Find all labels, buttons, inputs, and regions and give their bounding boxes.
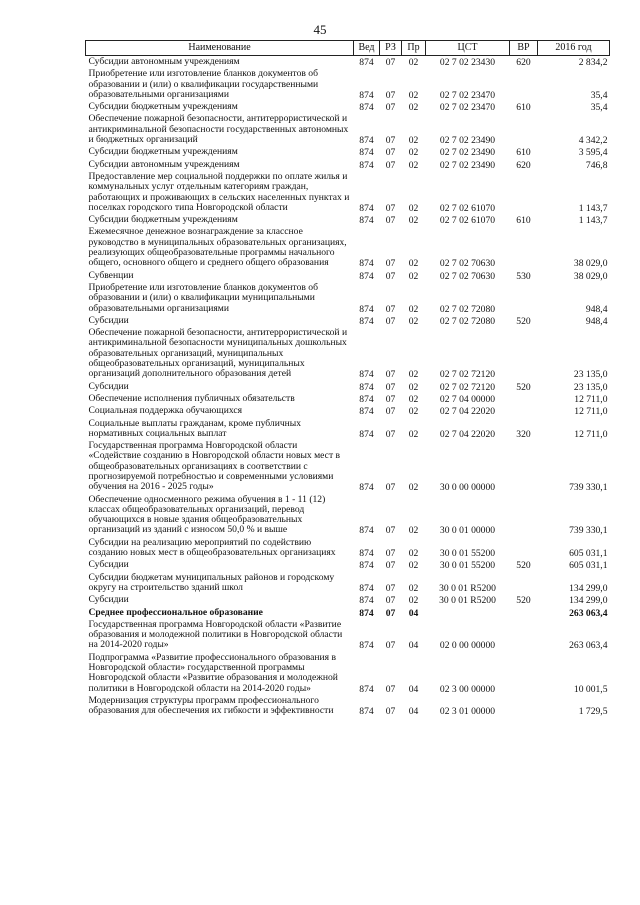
row-cst: 30 0 01 R5200 bbox=[439, 582, 496, 594]
row-vr: 610 bbox=[516, 147, 531, 159]
row-ved: 874 bbox=[359, 57, 374, 68]
row-ved: 874 bbox=[359, 258, 374, 270]
row-rz: 07 bbox=[385, 147, 396, 159]
row-cst: 02 7 04 22020 bbox=[439, 406, 496, 418]
row-name: Субсидии бюджетным учреждениям bbox=[88, 214, 238, 226]
row-rz: 07 bbox=[385, 315, 396, 327]
table-row bbox=[86, 537, 610, 560]
row-ved: 874 bbox=[359, 706, 374, 718]
row-name: Субсидии bbox=[88, 380, 129, 392]
row-vr: 530 bbox=[516, 270, 531, 282]
row-pr: 02 bbox=[408, 270, 419, 282]
row-name: Государственная программа Новгородской области «Содействие созданию в Новгородской области новых мест в общеобразовательных организациях в соответствии с прогнозируемой потребностью и современными условиями обучения на 2016 - 2025 годы» bbox=[88, 440, 341, 493]
row-cst: 02 7 02 23470 bbox=[439, 102, 496, 114]
row-name: Социальные выплаты гражданам, кроме публичных нормативных социальных выплат bbox=[88, 417, 302, 439]
row-vr: 620 bbox=[516, 57, 531, 68]
row-pr: 02 bbox=[408, 215, 419, 227]
header-vr: ВР bbox=[510, 41, 538, 56]
row-name: Модернизация структуры программ профессионального образования для обеспечения их гибкости и эффективности bbox=[88, 694, 334, 717]
row-ved: 874 bbox=[359, 393, 374, 405]
budget-table bbox=[85, 40, 610, 718]
row-rz: 07 bbox=[385, 706, 396, 718]
row-pr: 02 bbox=[408, 315, 419, 327]
row-name: Обеспечение пожарной безопасности, антитеррористической и антикриминальной безопасности государственных автономных и бюджетных организаций bbox=[88, 113, 349, 146]
row-cst: 02 7 02 70630 bbox=[439, 258, 496, 270]
header-ved: Вед bbox=[354, 41, 380, 56]
row-rz: 07 bbox=[385, 270, 396, 282]
row-rz: 07 bbox=[385, 215, 396, 227]
row-pr: 02 bbox=[408, 258, 419, 270]
table-row bbox=[86, 559, 610, 571]
row-cst: 02 7 02 72120 bbox=[439, 369, 496, 381]
row-rz: 07 bbox=[385, 89, 396, 101]
row-name: Социальная поддержка обучающихся bbox=[88, 405, 243, 417]
row-ved: 874 bbox=[359, 560, 374, 572]
row-ved: 874 bbox=[359, 135, 374, 147]
row-pr: 04 bbox=[408, 706, 419, 718]
row-name: Субсидии bbox=[88, 559, 129, 571]
row-vr: 610 bbox=[516, 102, 531, 114]
table-row bbox=[86, 381, 610, 393]
row-cst: 02 7 02 23430 bbox=[439, 57, 496, 68]
row-ved: 874 bbox=[359, 147, 374, 159]
table-row bbox=[86, 594, 610, 606]
row-ved: 874 bbox=[359, 89, 374, 101]
table-row bbox=[86, 146, 610, 158]
row-ved: 874 bbox=[359, 406, 374, 418]
row-pr: 02 bbox=[408, 428, 419, 440]
row-ved: 874 bbox=[359, 215, 374, 227]
row-vr bbox=[510, 607, 538, 619]
row-pr: 02 bbox=[408, 582, 419, 594]
row-sum: 739 330,1 bbox=[569, 525, 608, 537]
row-name: Субсидии автономным учреждениям bbox=[88, 56, 240, 67]
row-rz: 07 bbox=[385, 595, 396, 607]
row-ved: 874 bbox=[359, 640, 374, 652]
row-sum: 23 135,0 bbox=[573, 369, 608, 381]
table-row bbox=[86, 405, 610, 417]
row-name: Подпрограмма «Развитие профессионального образования в Новгородской области» государственной программы Новгородской области «Развитие образования и молодежной политики в Новгородской области на 2014-2020 годы» bbox=[88, 651, 338, 694]
row-name: Субсидии bbox=[88, 594, 129, 606]
table-row bbox=[86, 315, 610, 327]
row-pr: 02 bbox=[408, 147, 419, 159]
row-name: Субсидии бюджетным учреждениям bbox=[88, 146, 238, 158]
row-sum: 739 330,1 bbox=[569, 482, 608, 494]
row-name: Субвенции bbox=[88, 269, 134, 281]
table-row bbox=[86, 56, 610, 69]
row-vr bbox=[510, 619, 538, 652]
table-row bbox=[86, 393, 610, 405]
row-name: Приобретение или изготовление бланков документов об образовании и (или) о квалификации муниципальными образовательными организациями bbox=[88, 281, 318, 314]
row-ved: 874 bbox=[359, 381, 374, 393]
row-name: Предоставление мер социальной поддержки по оплате жилья и коммунальных услуг отдельным категориям граждан, работающих и проживающих в сельских населенных пунктах и поселках городского типа Новгородской области bbox=[88, 170, 350, 213]
table-row bbox=[86, 418, 610, 441]
row-vr: 520 bbox=[516, 560, 531, 572]
row-sum: 948,4 bbox=[585, 303, 608, 315]
row-sum: 35,4 bbox=[590, 102, 608, 114]
row-vr bbox=[510, 171, 538, 214]
row-sum: 2 834,2 bbox=[578, 57, 608, 68]
row-rz: 07 bbox=[385, 525, 396, 537]
row-vr bbox=[510, 652, 538, 695]
row-sum: 23 135,0 bbox=[573, 381, 608, 393]
row-sum: 134 299,0 bbox=[569, 595, 608, 607]
row-rz: 07 bbox=[385, 393, 396, 405]
row-name: Обеспечение исполнения публичных обязательств bbox=[88, 392, 295, 404]
header-cst: ЦСТ bbox=[426, 41, 510, 56]
row-cst: 30 0 01 55200 bbox=[439, 560, 496, 572]
row-rz: 07 bbox=[385, 548, 396, 560]
row-pr: 04 bbox=[408, 607, 419, 619]
row-vr: 520 bbox=[516, 315, 531, 327]
row-rz: 07 bbox=[385, 202, 396, 214]
row-ved: 874 bbox=[359, 303, 374, 315]
row-pr: 02 bbox=[408, 406, 419, 418]
row-pr: 02 bbox=[408, 102, 419, 114]
row-vr bbox=[510, 537, 538, 560]
row-sum: 38 029,0 bbox=[573, 270, 608, 282]
row-rz: 07 bbox=[385, 303, 396, 315]
row-vr: 620 bbox=[516, 159, 531, 171]
row-rz: 07 bbox=[385, 406, 396, 418]
row-ved: 874 bbox=[359, 270, 374, 282]
row-vr: 320 bbox=[516, 428, 531, 440]
row-rz: 07 bbox=[385, 640, 396, 652]
row-rz: 07 bbox=[385, 560, 396, 572]
row-sum: 12 711,0 bbox=[574, 428, 608, 440]
row-name: Субсидии бюджетам муниципальных районов и городскому округу на строительство зданий школ bbox=[88, 571, 335, 593]
row-rz: 07 bbox=[385, 607, 396, 619]
row-cst: 30 0 01 55200 bbox=[439, 548, 496, 560]
row-sum: 605 031,1 bbox=[569, 560, 608, 572]
row-sum: 3 595,4 bbox=[578, 147, 608, 159]
row-cst: 02 7 04 22020 bbox=[439, 428, 496, 440]
row-cst: 02 7 02 61070 bbox=[439, 202, 496, 214]
table-row bbox=[86, 68, 610, 101]
row-pr: 02 bbox=[408, 525, 419, 537]
header-rz: РЗ bbox=[380, 41, 402, 56]
row-pr: 02 bbox=[408, 89, 419, 101]
row-vr bbox=[510, 440, 538, 493]
row-pr: 02 bbox=[408, 369, 419, 381]
row-name: Субсидии bbox=[88, 314, 129, 326]
row-vr bbox=[510, 572, 538, 595]
row-vr: 520 bbox=[516, 381, 531, 393]
row-vr: 520 bbox=[516, 595, 531, 607]
row-ved: 874 bbox=[359, 582, 374, 594]
row-rz: 07 bbox=[385, 381, 396, 393]
row-sum: 12 711,0 bbox=[574, 406, 608, 418]
table-row bbox=[86, 327, 610, 380]
row-sum: 12 711,0 bbox=[574, 393, 608, 405]
row-ved: 874 bbox=[359, 683, 374, 695]
table-row bbox=[86, 282, 610, 315]
row-sum: 10 001,5 bbox=[573, 683, 608, 695]
row-vr bbox=[510, 393, 538, 405]
row-ved: 874 bbox=[359, 607, 374, 619]
row-vr bbox=[510, 113, 538, 146]
row-pr: 02 bbox=[408, 548, 419, 560]
row-pr: 02 bbox=[408, 381, 419, 393]
row-pr: 04 bbox=[408, 640, 419, 652]
row-vr bbox=[510, 327, 538, 380]
table-header bbox=[86, 41, 610, 56]
row-sum: 263 063,4 bbox=[569, 607, 608, 619]
row-rz: 07 bbox=[385, 135, 396, 147]
row-sum: 1 729,5 bbox=[578, 706, 608, 718]
row-ved: 874 bbox=[359, 102, 374, 114]
row-vr bbox=[510, 405, 538, 417]
row-vr: 610 bbox=[516, 215, 531, 227]
row-pr: 02 bbox=[408, 393, 419, 405]
row-pr: 04 bbox=[408, 683, 419, 695]
row-vr bbox=[510, 282, 538, 315]
row-name: Субсидии на реализацию мероприятий по содействию созданию новых мест в общеобразовательных организациях bbox=[88, 536, 336, 559]
row-cst bbox=[426, 607, 510, 619]
row-pr: 02 bbox=[408, 202, 419, 214]
row-cst: 02 7 02 61070 bbox=[439, 215, 496, 227]
table-row bbox=[86, 101, 610, 113]
table-row bbox=[86, 619, 610, 652]
row-name: Субсидии бюджетным учреждениям bbox=[88, 101, 238, 113]
row-ved: 874 bbox=[359, 525, 374, 537]
row-pr: 02 bbox=[408, 57, 419, 68]
row-sum: 4 342,2 bbox=[578, 135, 608, 147]
row-cst: 02 7 02 23490 bbox=[439, 147, 496, 159]
row-pr: 02 bbox=[408, 595, 419, 607]
row-pr: 02 bbox=[408, 482, 419, 494]
row-cst: 02 7 02 72080 bbox=[439, 303, 496, 315]
table-row bbox=[86, 652, 610, 695]
row-cst: 02 7 04 00000 bbox=[439, 393, 496, 405]
row-vr bbox=[510, 226, 538, 269]
row-sum: 605 031,1 bbox=[569, 548, 608, 560]
row-ved: 874 bbox=[359, 482, 374, 494]
row-cst: 30 0 01 R5200 bbox=[439, 595, 496, 607]
row-rz: 07 bbox=[385, 428, 396, 440]
row-rz: 07 bbox=[385, 159, 396, 171]
row-rz: 07 bbox=[385, 482, 396, 494]
row-name: Обеспечение односменного режима обучения в 1 - 11 (12) классах общеобразовательных организаций, перевод обучающихся в новые здания общеобразовательных организаций из зданий с износом 50,0 % и выше bbox=[88, 493, 326, 536]
table-row bbox=[86, 440, 610, 493]
row-cst: 02 3 00 00000 bbox=[439, 683, 496, 695]
table-row bbox=[86, 695, 610, 718]
row-rz: 07 bbox=[385, 683, 396, 695]
row-sum: 35,4 bbox=[590, 89, 608, 101]
row-name: Приобретение или изготовление бланков документов об образовании и (или) о квалификации государственными образовательными организациями bbox=[88, 68, 319, 100]
row-pr: 02 bbox=[408, 135, 419, 147]
row-pr: 02 bbox=[408, 159, 419, 171]
row-cst: 02 7 02 23490 bbox=[439, 159, 496, 171]
header-name: Наименование bbox=[86, 41, 354, 56]
page-number: 45 bbox=[313, 22, 327, 37]
row-name: Государственная программа Новгородской области «Развитие образования и молодежной политики в Новгородской области на 2014-2020 годы» bbox=[88, 618, 343, 651]
table-row bbox=[86, 159, 610, 171]
row-cst: 02 3 01 00000 bbox=[439, 706, 496, 718]
row-cst: 02 7 02 72080 bbox=[439, 315, 496, 327]
row-rz: 07 bbox=[385, 258, 396, 270]
table-row bbox=[86, 113, 610, 146]
row-sum: 746,8 bbox=[585, 159, 608, 171]
row-ved: 874 bbox=[359, 315, 374, 327]
row-sum: 134 299,0 bbox=[569, 582, 608, 594]
table-row bbox=[86, 214, 610, 226]
table-row bbox=[86, 607, 610, 619]
row-name: Субсидии автономным учреждениям bbox=[88, 158, 240, 170]
row-name: Ежемесячное денежное вознаграждение за классное руководство в муниципальных образовательных организациях, реализующих общеобразовательные программы начального общего, основного общего и среднего общего образования bbox=[88, 226, 347, 269]
row-vr bbox=[510, 695, 538, 718]
row-sum: 948,4 bbox=[585, 315, 608, 327]
row-name: Среднее профессиональное образование bbox=[88, 606, 263, 618]
table-row bbox=[86, 572, 610, 595]
row-ved: 874 bbox=[359, 202, 374, 214]
table-row bbox=[86, 494, 610, 537]
row-vr bbox=[510, 68, 538, 101]
table-row bbox=[86, 226, 610, 269]
row-cst: 02 7 02 23470 bbox=[439, 89, 496, 101]
row-ved: 874 bbox=[359, 548, 374, 560]
row-name: Обеспечение пожарной безопасности, антитеррористической и антикриминальной безопасности муниципальных дошкольных образовательных организаций, муниципальных общеобразовательных организаций, муниципальных организаций дополнительного образования детей bbox=[88, 327, 348, 380]
table-body bbox=[86, 56, 610, 718]
row-cst: 02 7 02 70630 bbox=[439, 270, 496, 282]
row-sum: 1 143,7 bbox=[578, 202, 608, 214]
row-sum: 1 143,7 bbox=[578, 215, 608, 227]
row-cst: 30 0 01 00000 bbox=[439, 525, 496, 537]
row-ved: 874 bbox=[359, 159, 374, 171]
header-sum: 2016 год bbox=[538, 41, 610, 56]
header-pr: Пр bbox=[402, 41, 426, 56]
row-rz: 07 bbox=[385, 102, 396, 114]
row-ved: 874 bbox=[359, 369, 374, 381]
row-sum: 263 063,4 bbox=[569, 640, 608, 652]
row-rz: 07 bbox=[385, 57, 396, 68]
row-pr: 02 bbox=[408, 303, 419, 315]
row-cst: 30 0 00 00000 bbox=[439, 482, 496, 494]
row-ved: 874 bbox=[359, 428, 374, 440]
row-cst: 02 7 02 72120 bbox=[439, 381, 496, 393]
row-cst: 02 7 02 23490 bbox=[439, 135, 496, 147]
row-sum: 38 029,0 bbox=[573, 258, 608, 270]
row-pr: 02 bbox=[408, 560, 419, 572]
row-rz: 07 bbox=[385, 369, 396, 381]
row-cst: 02 0 00 00000 bbox=[439, 640, 496, 652]
table-row bbox=[86, 270, 610, 282]
row-vr bbox=[510, 494, 538, 537]
row-ved: 874 bbox=[359, 595, 374, 607]
row-rz: 07 bbox=[385, 582, 396, 594]
table-row bbox=[86, 171, 610, 214]
